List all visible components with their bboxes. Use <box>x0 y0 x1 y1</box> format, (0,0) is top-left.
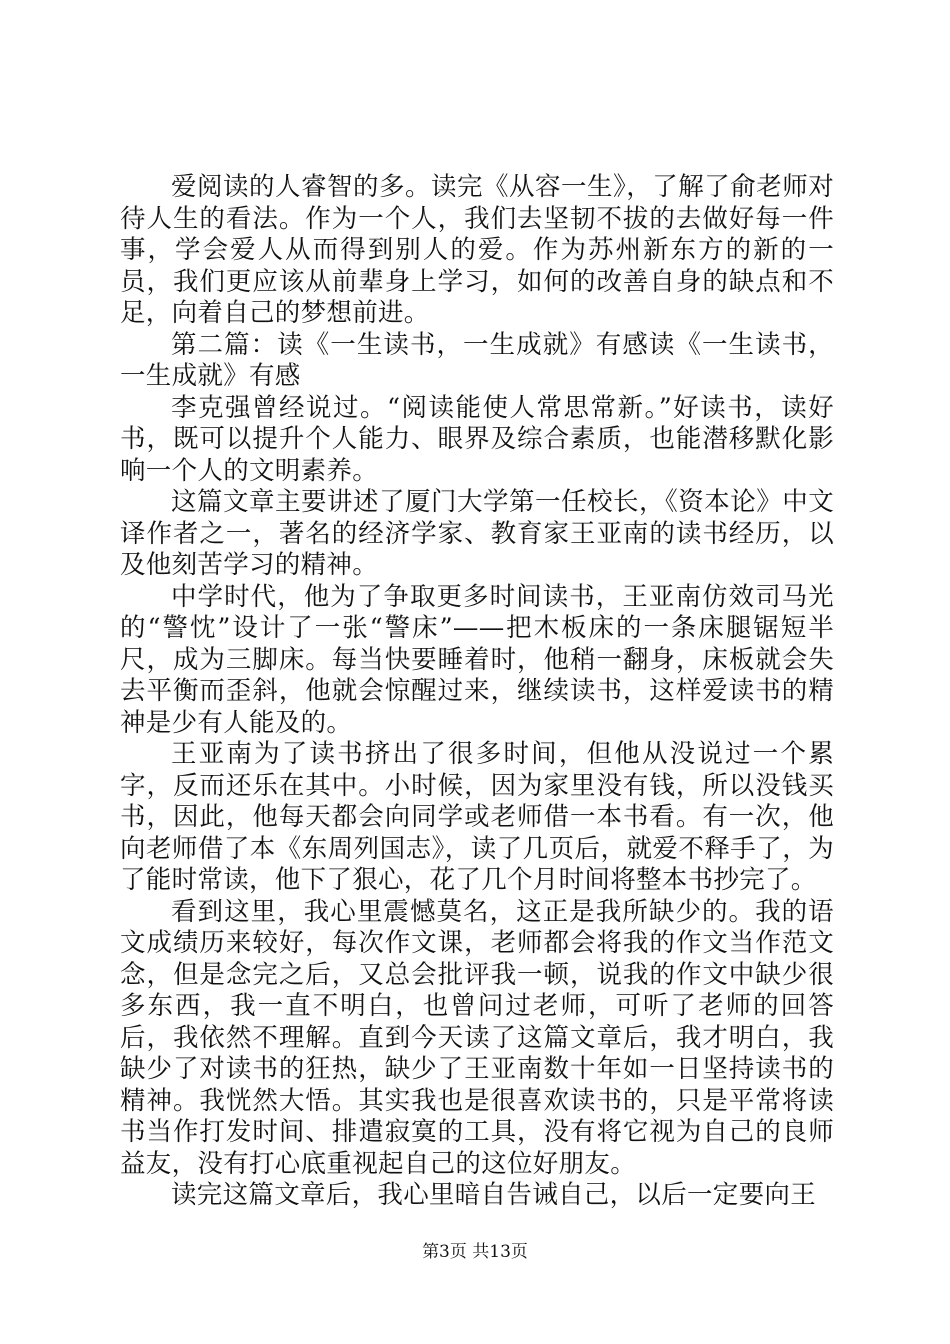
paragraph-3: 这篇文章主要讲述了厦门大学第一任校长，《资本论》中文译作者之一，著名的经济学家、教育家王亚南的读书经历，以及他刻苦学习的精神。 <box>120 487 834 580</box>
paragraph-6: 看到这里，我心里震憾莫名，这正是我所缺少的。我的语文成绩历来较好，每次作文课，老师都会将我的作文当作范文念，但是念完之后，又总会批评我一顿，说我的作文中缺少很多东西，我一直不明白，也曾问过老师，可听了老师的回答后，我依然不理解。直到今天读了这篇文章后，我才明白，我缺少了对读书的狂热，缺少了王亚南数十年如一日坚持读书的精神。我恍然大悟。其实我也是很喜欢读书的，只是平常将读书当作打发时间、排遣寂寞的工具，没有将它视为自己的良师益友，没有打心底重视起自己的这位好朋友。 <box>120 896 834 1179</box>
paragraph-4: 中学时代，他为了争取更多时间读书，王亚南仿效司马光的“警忱”设计了一张“警床”——把木板床的一条床腿锯短半尺，成为三脚床。每当快要睡着时，他稍一翻身，床板就会失去平衡而歪斜，他就会惊醒过来，继续读书，这样爱读书的精神是少有人能及的。 <box>120 581 834 738</box>
page-number-footer: 第3页 共13页 <box>422 1242 528 1262</box>
paragraph-7: 读完这篇文章后，我心里暗自告诫自己，以后一定要向王 <box>171 1180 817 1210</box>
paragraph-1: 爱阅读的人睿智的多。读完《从容一生》，了解了俞老师对待人生的看法。作为一个人，我们去坚韧不拔的去做好每一件事，学会爱人从而得到别人的爱。作为苏州新东方的新的一员，我们更应该从前辈身上学习，如何的改善自身的缺点和不足，向着自己的梦想前进。 <box>120 172 834 328</box>
paragraph-5: 王亚南为了读书挤出了很多时间，但他从没说过一个累字，反而还乐在其中。小时候，因为家里没有钱，所以没钱买书，因此，他每天都会向同学或老师借一本书看。有一次，他向老师借了本《东周列国志》，读了几页后，就爱不释手了，为了能时常读，他下了狠心，花了几个月时间将整本书抄完了。 <box>120 739 834 895</box>
document-body <box>120 172 834 1212</box>
paragraph-2: 李克强曾经说过。“阅读能使人常思常新。”好读书，读好书，既可以提升个人能力、眼界及综合素质，也能潜移默化影响一个人的文明素养。 <box>120 392 834 486</box>
section-heading: 第二篇：读《一生读书，一生成就》有感读《一生读书，一生成就》有感 <box>120 329 834 391</box>
